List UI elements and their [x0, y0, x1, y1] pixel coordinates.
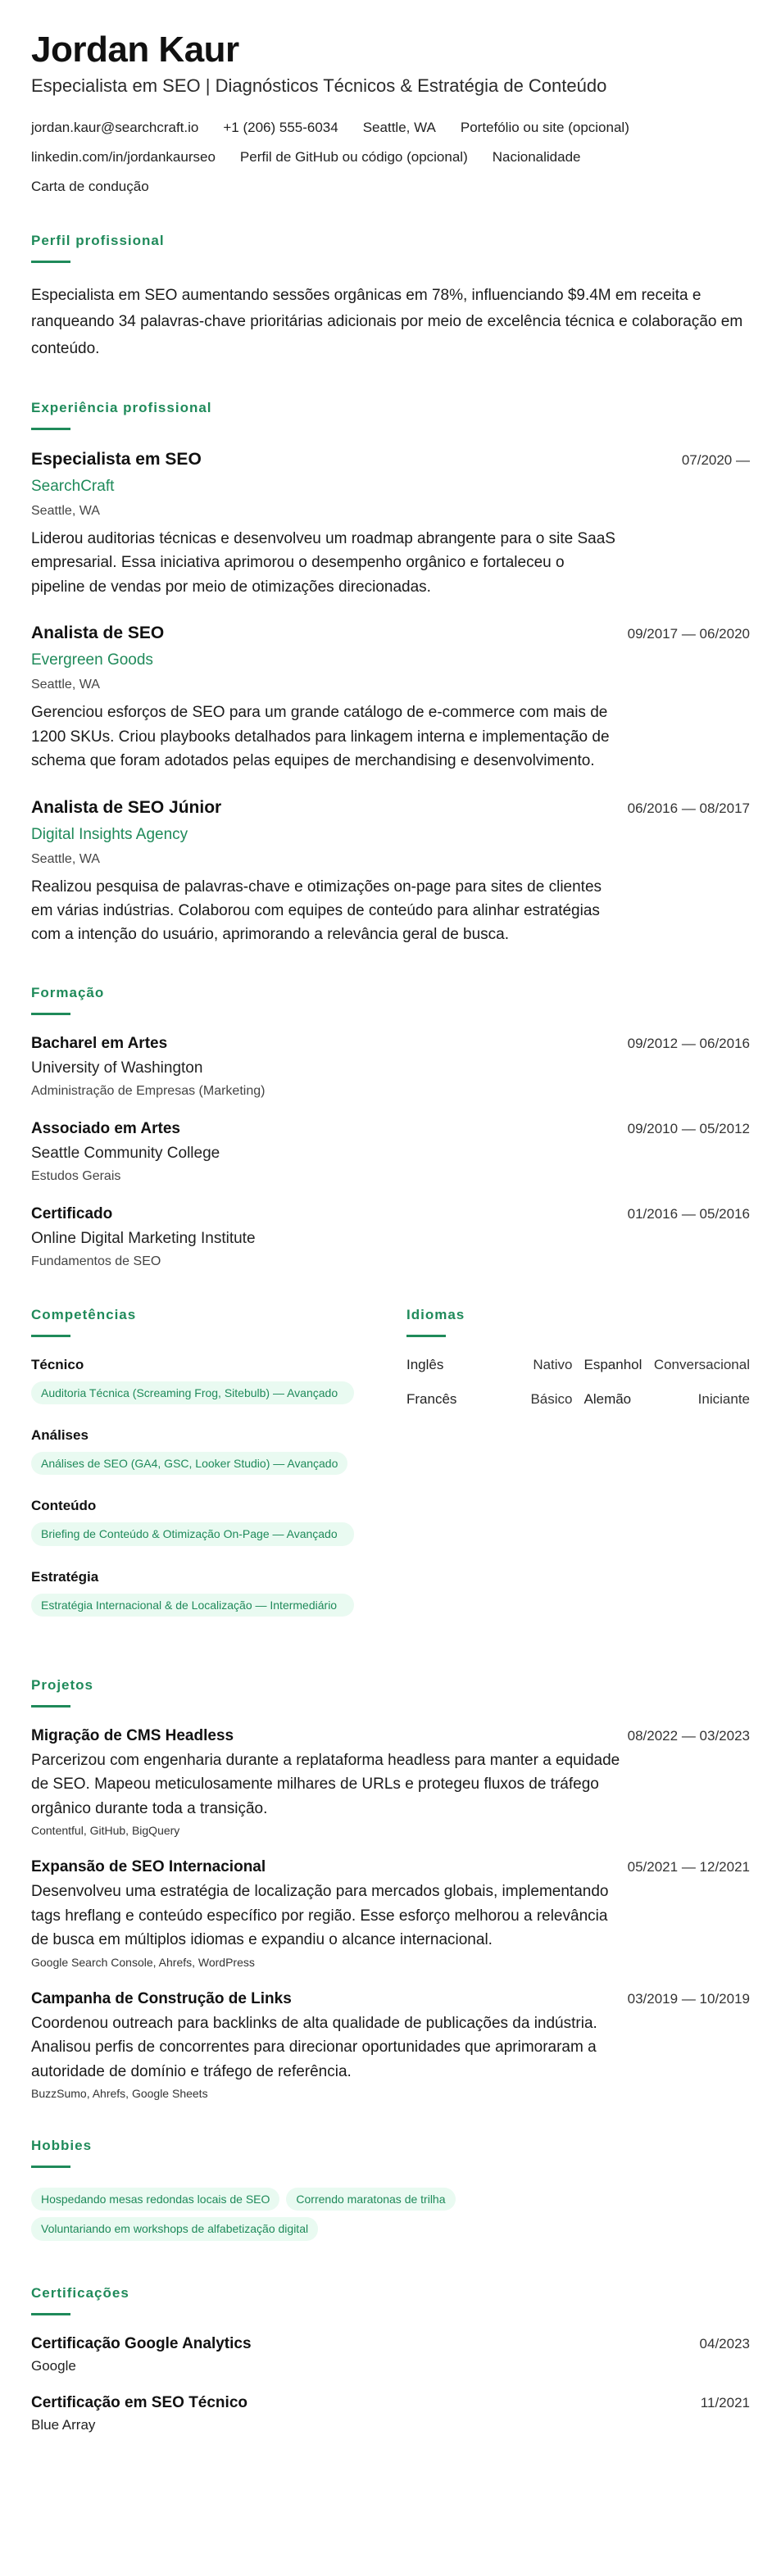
- certification-name: Certificação em SEO Técnico: [31, 2393, 247, 2411]
- language-item: [584, 1391, 751, 1408]
- language-name: Alemão: [583, 1390, 632, 1407]
- project-tech: Contentful, GitHub, BigQuery: [31, 1824, 180, 1838]
- github-link[interactable]: Perfil de GitHub ou código (opcional): [239, 149, 468, 165]
- language-level: Iniciante: [697, 1390, 750, 1407]
- experience-section: [31, 400, 750, 947]
- skill-tag: Briefing de Conteúdo & Otimização On-Page — Avançado: [31, 1522, 354, 1545]
- candidate-name: Jordan Kaur: [31, 29, 239, 70]
- section-title: Competências: [31, 1306, 137, 1322]
- company-name: Evergreen Goods: [31, 651, 153, 669]
- project-entry: [31, 1858, 750, 1968]
- drivers-license: Carta de condução: [31, 179, 149, 194]
- section-title: Idiomas: [406, 1306, 465, 1322]
- skill-tag: Auditoria Técnica (Screaming Frog, Sitebulb) — Avançado: [31, 1381, 354, 1404]
- skill-group-title: Análises: [31, 1427, 89, 1444]
- hobbies-section: [31, 2138, 750, 2247]
- nationality: Nacionalidade: [492, 149, 581, 165]
- job-dates: 07/2020 —: [681, 451, 750, 468]
- language-name: Inglês: [406, 1356, 444, 1372]
- section-title: Experiência profissional: [31, 399, 212, 415]
- certification-date: 04/2023: [699, 2335, 750, 2352]
- summary-text: Especialista em SEO aumentando sessões orgânicas em 78%, influenciando $9.4M em receita e ranqueando 34 palavras-chave prioritárias adicionais por meio de excelência técnica e colaboração em conteúdo.: [31, 287, 743, 357]
- skill-group: [31, 1569, 374, 1623]
- language-name: Espanhol: [583, 1356, 643, 1372]
- job-location: Seattle, WA: [31, 851, 100, 866]
- job-description: Gerenciou esforços de SEO para um grande catálogo de e-commerce com mais de 1200 SKUs. Criou playbooks detalhados para linkagem interna e implementação de schema que foram adotados pelas equipes de merchandising e desenvolvimento.: [31, 704, 610, 770]
- company-name: Digital Insights Agency: [31, 825, 188, 843]
- education-dates: 01/2016 — 05/2016: [627, 1205, 750, 1222]
- section-title: Certificações: [31, 2284, 129, 2301]
- degree: Associado em Artes: [31, 1119, 180, 1137]
- project-entry: [31, 1990, 750, 2100]
- section-divider: [31, 261, 70, 263]
- education-dates: 09/2012 — 06/2016: [627, 1035, 750, 1051]
- location: Seattle, WA: [362, 120, 436, 135]
- skills-section: [31, 1307, 374, 1639]
- job-title: Especialista em SEO: [31, 449, 202, 469]
- education-entry: [31, 1120, 750, 1184]
- school-name: University of Washington: [31, 1059, 203, 1077]
- contact-row: [31, 120, 750, 136]
- hobby-tag: Correndo maratonas de trilha: [286, 2188, 455, 2211]
- skill-group: [31, 1498, 374, 1552]
- hobby-tag: Hospedando mesas redondas locais de SEO: [31, 2188, 279, 2211]
- project-name: Expansão de SEO Internacional: [31, 1858, 266, 1876]
- skills-languages-row: [31, 1307, 750, 1639]
- job-dates: 09/2017 — 06/2020: [627, 626, 750, 642]
- contact-row: [31, 179, 750, 195]
- company-name: SearchCraft: [31, 477, 115, 495]
- project-entry: [31, 1727, 750, 1837]
- project-dates: 05/2021 — 12/2021: [627, 1859, 750, 1875]
- portfolio-link[interactable]: Portefólio ou site (opcional): [460, 120, 629, 135]
- section-divider: [31, 2313, 70, 2315]
- summary-section: [31, 233, 750, 362]
- field-of-study: Estudos Gerais: [31, 1168, 121, 1183]
- project-dates: 03/2019 — 10/2019: [627, 1990, 750, 2007]
- skill-group-title: Técnico: [31, 1356, 84, 1372]
- experience-entry: [31, 450, 750, 599]
- project-tech: Google Search Console, Ahrefs, WordPress: [31, 1955, 255, 1969]
- language-level: Conversacional: [653, 1356, 750, 1372]
- section-divider: [31, 2166, 70, 2168]
- language-name: Francês: [406, 1390, 457, 1407]
- certification-entry: [31, 2335, 750, 2374]
- degree: Certificado: [31, 1204, 113, 1222]
- field-of-study: Administração de Empresas (Marketing): [31, 1083, 266, 1098]
- school-name: Seattle Community College: [31, 1144, 220, 1162]
- skill-group: [31, 1357, 374, 1411]
- certifications-section: [31, 2285, 750, 2433]
- section-divider: [31, 1335, 70, 1337]
- experience-entry: [31, 624, 750, 773]
- skill-group-title: Estratégia: [31, 1568, 99, 1585]
- job-title: Analista de SEO: [31, 624, 165, 643]
- degree: Bacharel em Artes: [31, 1034, 168, 1052]
- language-level: Nativo: [533, 1356, 573, 1372]
- project-name: Campanha de Construção de Links: [31, 1989, 292, 2007]
- section-divider: [31, 428, 70, 430]
- project-description: Desenvolveu uma estratégia de localização para mercados globais, implementando tags hreflang e conteúdo específico por região. Esse esforço melhorou a relevância de busca em múltiplos idiomas e expandiu o alcance internacional.: [31, 1883, 609, 1949]
- project-dates: 08/2022 — 03/2023: [627, 1728, 750, 1744]
- language-item: [406, 1357, 573, 1373]
- certification-name: Certificação Google Analytics: [31, 2334, 252, 2352]
- section-divider: [406, 1335, 446, 1337]
- job-description: Liderou auditorias técnicas e desenvolveu um roadmap abrangente para o site SaaS empresarial. Essa iniciativa aprimorou o desempenho orgânico e fortaleceu o pipeline de vendas por meio de otimizações direcionadas.: [31, 529, 615, 596]
- education-dates: 09/2010 — 05/2012: [627, 1120, 750, 1136]
- experience-entry: [31, 798, 750, 947]
- education-entry: [31, 1035, 750, 1099]
- certification-issuer: Google: [31, 2357, 76, 2374]
- education-entry: [31, 1205, 750, 1269]
- language-level: Básico: [530, 1390, 573, 1407]
- section-divider: [31, 1013, 70, 1015]
- section-title: Perfil profissional: [31, 233, 165, 248]
- languages-section: [406, 1307, 750, 1639]
- section-title: Projetos: [31, 1677, 94, 1694]
- section-divider: [31, 1705, 70, 1708]
- certification-entry: [31, 2394, 750, 2433]
- skill-tag: Análises de SEO (GA4, GSC, Looker Studio) — Avançado: [31, 1452, 347, 1475]
- skill-group-title: Conteúdo: [31, 1498, 97, 1514]
- job-location: Seattle, WA: [31, 503, 100, 518]
- email[interactable]: jordan.kaur@searchcraft.io: [31, 120, 199, 135]
- hobbies-list: [31, 2188, 750, 2247]
- education-section: [31, 985, 750, 1269]
- contact-row: [31, 149, 750, 166]
- school-name: Online Digital Marketing Institute: [31, 1229, 256, 1247]
- job-title: Analista de SEO Júnior: [31, 797, 222, 817]
- job-description: Realizou pesquisa de palavras-chave e otimizações on-page para sites de clientes em várias indústrias. Colaborou com equipes de conteúdo para alinhar estratégias com a intenção do usuário, aprimorando a relevância geral de busca.: [31, 878, 602, 944]
- job-location: Seattle, WA: [31, 678, 100, 692]
- certification-date: 11/2021: [700, 2394, 750, 2410]
- job-dates: 06/2016 — 08/2017: [627, 800, 750, 816]
- phone[interactable]: +1 (206) 555-6034: [223, 120, 338, 135]
- resume-header: [31, 29, 750, 195]
- project-tech: BuzzSumo, Ahrefs, Google Sheets: [31, 2086, 208, 2100]
- hobby-tag: Voluntariando em workshops de alfabetização digital: [31, 2217, 318, 2240]
- headline: Especialista em SEO | Diagnósticos Técnicos & Estratégia de Conteúdo: [31, 75, 607, 96]
- project-name: Migração de CMS Headless: [31, 1727, 234, 1745]
- language-item: [584, 1357, 751, 1373]
- skill-tag: Estratégia Internacional & de Localização — Intermediário: [31, 1594, 354, 1617]
- field-of-study: Fundamentos de SEO: [31, 1254, 161, 1268]
- certification-issuer: Blue Array: [31, 2416, 96, 2433]
- projects-section: [31, 1677, 750, 2100]
- section-title: Formação: [31, 984, 105, 1000]
- languages-list: [406, 1357, 750, 1408]
- project-description: Coordenou outreach para backlinks de alta qualidade de publicações da indústria. Analisou perfis de concorrentes para direcionar oportunidades que aprimoraram a autoridade de domínio e tráfego de referência.: [31, 2014, 597, 2080]
- skill-group: [31, 1427, 374, 1481]
- linkedin-link[interactable]: linkedin.com/in/jordankaurseo: [31, 149, 216, 165]
- language-item: [406, 1391, 573, 1408]
- project-description: Parcerizou com engenharia durante a replataforma headless para manter a equidade de SEO. Mapeou meticulosamente milhares de URLs e protegeu fluxos de tráfego orgânico durante toda a transição.: [31, 1752, 620, 1817]
- section-title: Hobbies: [31, 2137, 93, 2153]
